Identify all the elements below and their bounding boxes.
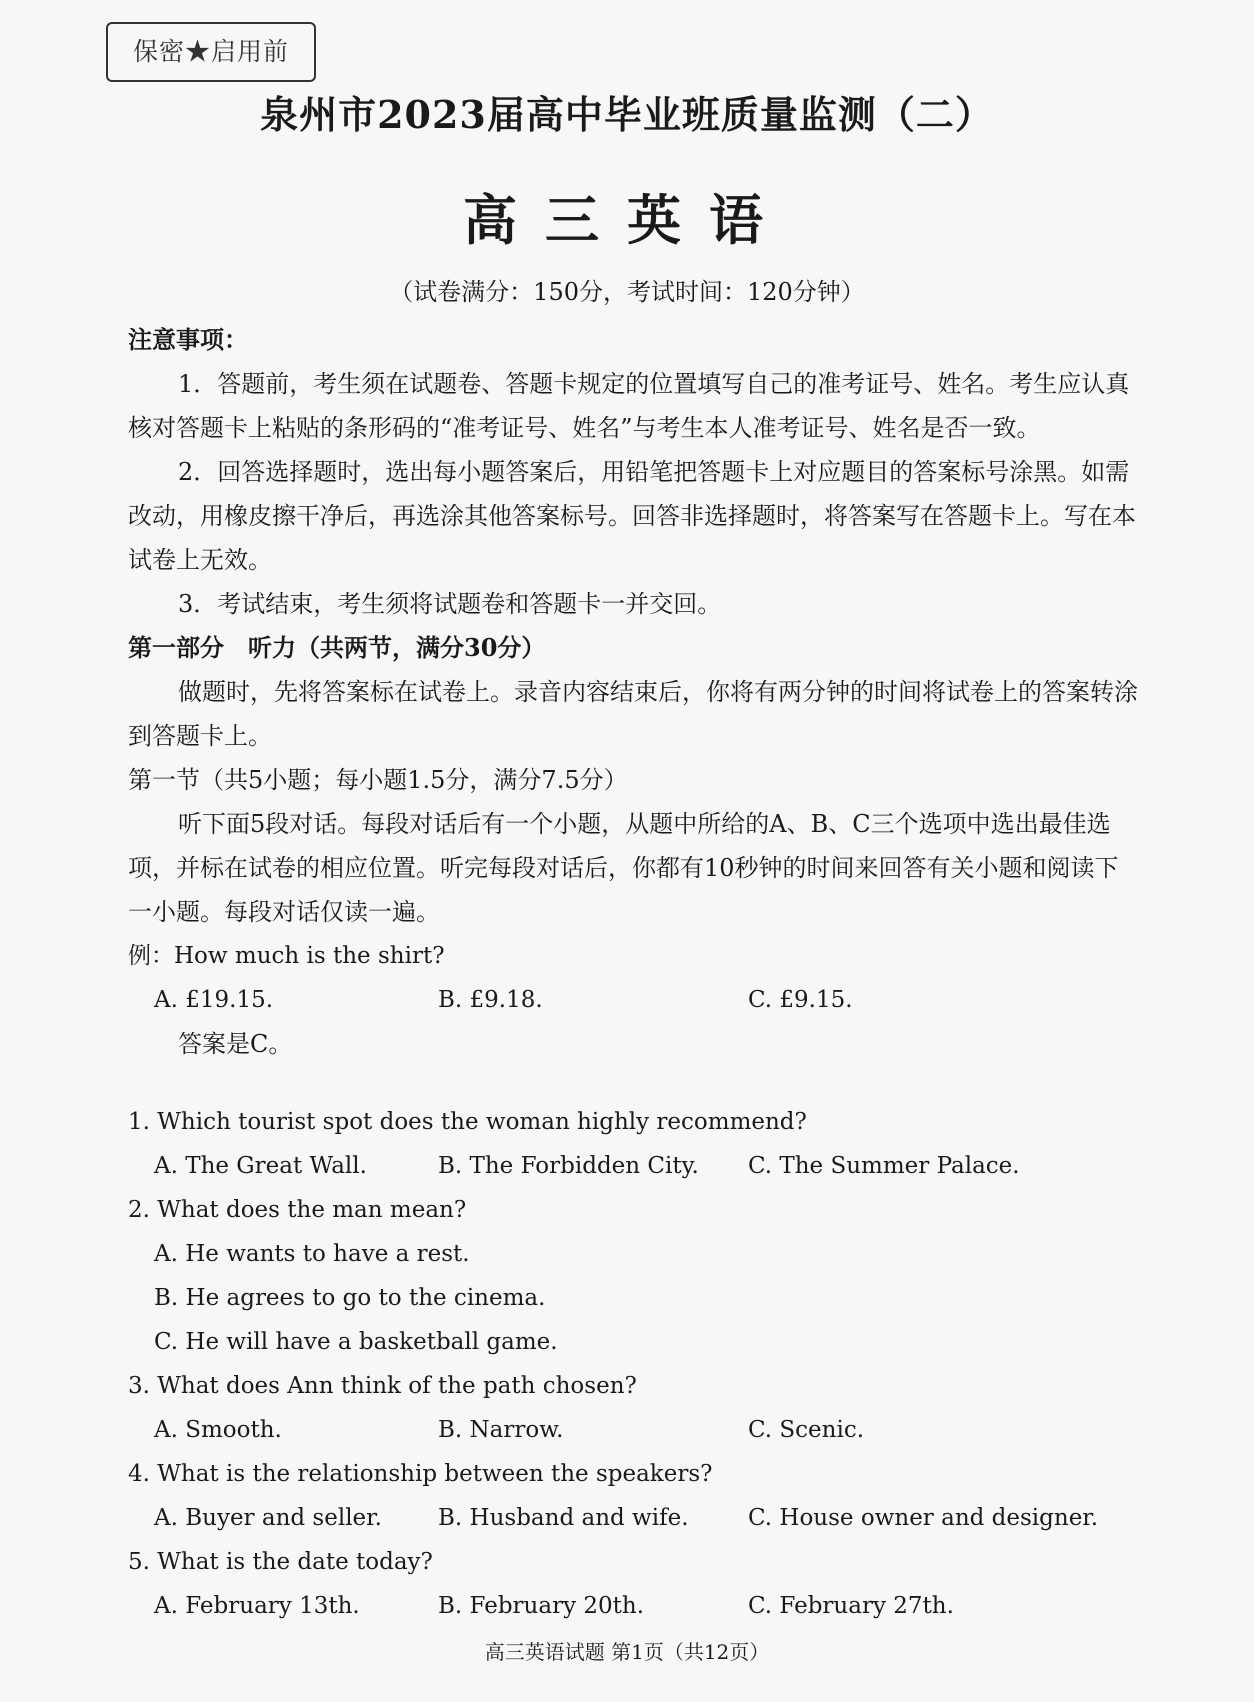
question-2-option-b: B. He agrees to go to the cinema.: [154, 1285, 546, 1311]
question-3-option-c: C. Scenic.: [748, 1417, 865, 1443]
question-4-option-b: B. Husband and wife.: [438, 1505, 689, 1531]
notice-item-2-line-3: 试卷上无效。: [128, 546, 272, 574]
notice-item-3: 3．考试结束，考生须将试题卷和答题卡一并交回。: [178, 590, 722, 618]
question-1: 1. Which tourist spot does the woman highly recommend?: [128, 1109, 807, 1135]
question-3-option-b: B. Narrow.: [438, 1417, 564, 1443]
question-1-option-c: C. The Summer Palace.: [748, 1153, 1020, 1179]
question-5-option-c: C. February 27th.: [748, 1593, 954, 1619]
example-option-b: B. £9.18.: [438, 987, 543, 1013]
question-5-option-b: B. February 20th.: [438, 1593, 645, 1619]
example-answer: 答案是C。: [178, 1030, 293, 1058]
notice-item-2-line-2: 改动，用橡皮擦干净后，再选涂其他答案标号。回答非选择题时，将答案写在答题卡上。写在本: [128, 502, 1136, 530]
question-2-option-a: A. He wants to have a rest.: [154, 1241, 470, 1267]
section1-line-2: 项，并标在试卷的相应位置。听完每段对话后，你都有10秒钟的时间来回答有关小题和阅读下: [128, 854, 1119, 882]
example-question: 例：How much is the shirt?: [128, 943, 445, 969]
question-1-option-a: A. The Great Wall.: [154, 1153, 367, 1179]
notice-item-2-line-1: 2．回答选择题时，选出每小题答案后，用铅笔把答题卡上对应题目的答案标号涂黑。如需: [178, 458, 1130, 486]
question-4-options: [128, 1496, 1208, 1540]
question-3-option-a: A. Smooth.: [154, 1417, 282, 1443]
part1-heading: 第一部分 听力（共两节，满分30分）: [128, 633, 546, 662]
question-2: 2. What does the man mean?: [128, 1197, 467, 1223]
exam-body: [128, 318, 1208, 1628]
notice-item-1-line-2: 核对答题卡上粘贴的条形码的“准考证号、姓名”与考生本人准考证号、姓名是否一致。: [128, 414, 1041, 442]
question-2-option-c: C. He will have a basketball game.: [154, 1329, 558, 1355]
example-options: [128, 978, 1208, 1022]
notice-item-1-line-1: 1．答题前，考生须在试题卷、答题卡规定的位置填写自己的准考证号、姓名。考生应认真: [178, 370, 1130, 398]
subject-title: 高三英语: [463, 189, 791, 252]
question-5-options: [128, 1584, 1208, 1628]
section1-line-3: 一小题。每段对话仅读一遍。: [128, 898, 440, 926]
question-5: 5. What is the date today?: [128, 1549, 433, 1575]
question-1-options: [128, 1144, 1208, 1188]
exam-title: 泉州市2023届高中毕业班质量监测（二）: [260, 92, 994, 137]
score-time-line: （试卷满分：150分，考试时间：120分钟）: [389, 278, 865, 306]
example-option-a: A. £19.15.: [154, 987, 274, 1013]
part1-intro-line-2: 到答题卡上。: [128, 722, 272, 750]
example-option-c: C. £9.15.: [748, 987, 853, 1013]
confidential-stamp: 保密★启用前: [106, 22, 316, 82]
question-3: 3. What does Ann think of the path chosen?: [128, 1373, 637, 1399]
question-4-option-a: A. Buyer and seller.: [154, 1505, 382, 1531]
notice-heading: 注意事项：: [128, 325, 248, 354]
part1-intro-line-1: 做题时，先将答案标在试卷上。录音内容结束后，你将有两分钟的时间将试卷上的答案转涂: [178, 678, 1138, 706]
question-4: 4. What is the relationship between the speakers?: [128, 1461, 713, 1487]
question-1-option-b: B. The Forbidden City.: [438, 1153, 699, 1179]
question-5-option-a: A. February 13th.: [154, 1593, 360, 1619]
section1-heading: 第一节（共5小题；每小题1.5分，满分7.5分）: [128, 766, 628, 794]
question-3-options: [128, 1408, 1208, 1452]
section1-line-1: 听下面5段对话。每段对话后有一个小题，从题中所给的A、B、C三个选项中选出最佳选: [178, 810, 1111, 838]
page-footer: 高三英语试题 第1页（共12页）: [484, 1640, 770, 1664]
question-4-option-c: C. House owner and designer.: [748, 1505, 1099, 1531]
